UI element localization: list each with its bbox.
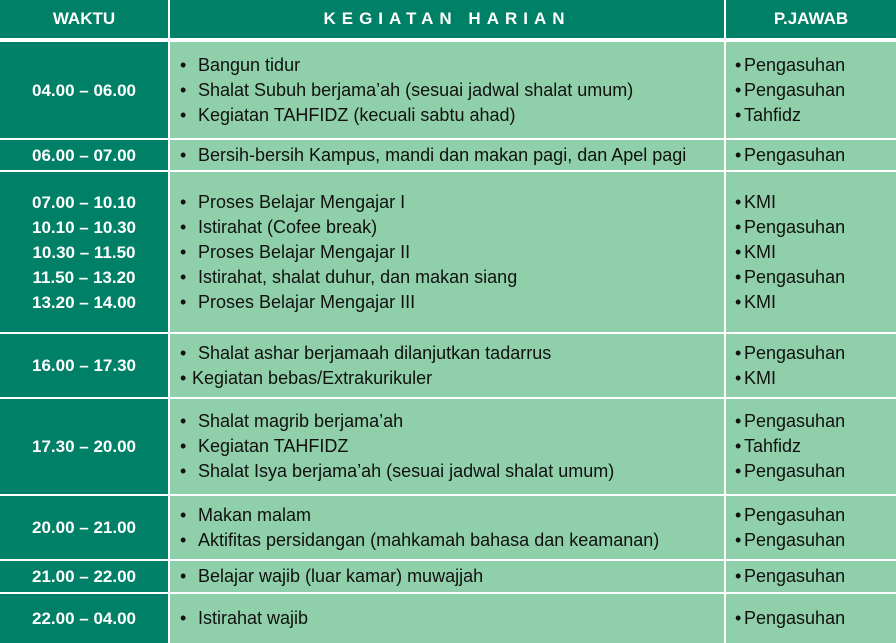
pj-cell [726, 399, 896, 494]
activity-item: • Proses Belajar Mengajar III [180, 290, 724, 315]
time-label: 17.30 – 20.00 [32, 437, 136, 456]
pj-item: • Pengasuhan [735, 143, 896, 168]
activity-cell [170, 334, 724, 397]
pj-item: • Pengasuhan [735, 564, 896, 589]
activity-item: • Shalat Isya berjama’ah (sesuai jadwal shalat umum) [180, 459, 724, 484]
pj-item: • Pengasuhan [735, 606, 896, 631]
activity-item: • Istirahat wajib [180, 606, 724, 631]
time-label: 06.00 – 07.00 [32, 145, 136, 165]
time-label: 20.00 – 21.00 [32, 518, 136, 537]
activity-item: • Istirahat (Cofee break) [180, 215, 724, 240]
activity-item: • Kegiatan TAHFIDZ [180, 434, 724, 459]
pj-cell [726, 594, 896, 643]
pj-item: • Pengasuhan [735, 503, 896, 528]
pj-item: • Tahfidz [735, 434, 896, 459]
pj-item: • Pengasuhan [735, 459, 896, 484]
activity-cell [170, 42, 724, 138]
pj-cell [726, 42, 896, 138]
activity-item: • Kegiatan TAHFIDZ (kecuali sabtu ahad) [180, 103, 724, 128]
pj-item: • Pengasuhan [735, 409, 896, 434]
time-label: 07.00 – 10.10 [32, 192, 136, 212]
pj-cell [726, 172, 896, 332]
time-cell [0, 561, 168, 592]
activity-item: • Shalat ashar berjamaah dilanjutkan tadarrus [180, 341, 724, 366]
pj-item: • KMI [735, 290, 896, 315]
time-label: 11.50 – 13.20 [32, 267, 136, 287]
activity-cell [170, 496, 724, 559]
activity-cell [170, 140, 724, 170]
activity-item: • Istirahat, shalat duhur, dan makan siang [180, 265, 724, 290]
activity-item: • Bangun tidur [180, 53, 724, 78]
time-label: 21.00 – 22.00 [32, 567, 136, 586]
pj-item: • KMI [735, 240, 896, 265]
time-label: 22.00 – 04.00 [32, 609, 136, 628]
pj-item: • Pengasuhan [735, 265, 896, 290]
activity-item: • Proses Belajar Mengajar I [180, 190, 724, 215]
pj-item: • Pengasuhan [735, 53, 896, 78]
time-label: 16.00 – 17.30 [32, 356, 136, 375]
activity-item: • Shalat magrib berjama’ah [180, 409, 724, 434]
time-cell [0, 496, 168, 559]
activity-cell [170, 561, 724, 592]
pj-item: • Pengasuhan [735, 341, 896, 366]
time-label: 13.20 – 14.00 [32, 292, 136, 312]
time-label: 10.30 – 11.50 [32, 242, 136, 262]
activity-item: • Kegiatan bebas/Extrakurikuler [180, 366, 724, 391]
pj-item: • Pengasuhan [735, 528, 896, 553]
pj-cell [726, 496, 896, 559]
activity-item: • Shalat Subuh berjama’ah (sesuai jadwal shalat umum) [180, 78, 724, 103]
activity-cell [170, 594, 724, 643]
pj-item: • Tahfidz [735, 103, 896, 128]
pj-item: • KMI [735, 366, 896, 391]
pj-item: • KMI [735, 190, 896, 215]
time-cell [0, 594, 168, 643]
activity-cell [170, 399, 724, 494]
activity-item: • Aktifitas persidangan (mahkamah bahasa dan keamanan) [180, 528, 724, 553]
header-kegiatan-harian: KEGIATAN HARIAN [170, 0, 724, 38]
time-cell [0, 140, 168, 170]
time-cell [0, 334, 168, 397]
activity-item: • Makan malam [180, 503, 724, 528]
activity-item: • Proses Belajar Mengajar II [180, 240, 724, 265]
pj-cell [726, 334, 896, 397]
pj-item: • Pengasuhan [735, 215, 896, 240]
time-cell [0, 172, 168, 332]
activity-item: • Belajar wajib (luar kamar) muwajjah [180, 564, 724, 589]
pj-cell [726, 561, 896, 592]
time-label: 04.00 – 06.00 [32, 80, 136, 100]
activity-item: • Bersih-bersih Kampus, mandi dan makan pagi, dan Apel pagi [180, 143, 724, 168]
header-waktu: WAKTU [0, 0, 168, 38]
pj-item: • Pengasuhan [735, 78, 896, 103]
time-cell [0, 399, 168, 494]
activity-cell [170, 172, 724, 332]
header-pjawab: P.JAWAB [726, 0, 896, 38]
time-cell [0, 42, 168, 138]
pj-cell [726, 140, 896, 170]
time-label: 10.10 – 10.30 [32, 217, 136, 237]
